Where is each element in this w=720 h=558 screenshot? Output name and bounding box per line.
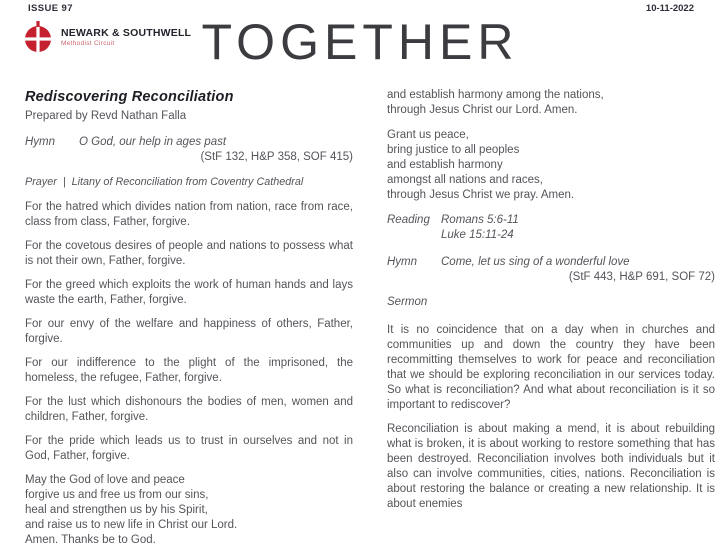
litany-paragraph: For the covetous desires of people and nations to possess what is not their own, Father, forgive.	[25, 240, 353, 267]
article-byline: Prepared by Revd Nathan Falla	[25, 110, 187, 122]
prayer-line: and establish harmony among the nations,	[387, 89, 604, 101]
prayer-line: heal and strengthen us by his Spirit,	[25, 504, 208, 516]
peace-prayer-lines	[387, 128, 715, 203]
hymn-label: Hymn	[25, 136, 56, 148]
hymn-reference: (StF 443, H&P 691, SOF 72)	[568, 271, 715, 283]
hymn-label: Hymn	[387, 256, 418, 268]
prayer-line: Grant us peace,	[387, 129, 469, 141]
prayer-line: May the God of love and peace	[25, 474, 185, 486]
reading-reference: Luke 15:11-24	[441, 229, 514, 241]
hymn-row	[25, 135, 353, 150]
litany-paragraph: For our indifference to the plight of the imprisoned, the homeless, the refugee, Father, forgive.	[25, 357, 353, 384]
prayer-line: bring justice to all peoples	[387, 144, 520, 156]
litany-paragraph: For the greed which exploits the work of human hands and lays waste the earth, Father, forgive.	[25, 279, 353, 306]
hymn-reference: (StF 132, H&P 358, SOF 415)	[200, 151, 353, 163]
prayer-line: through Jesus Christ we pray. Amen.	[387, 189, 575, 201]
litany-paragraph: For the lust which dishonours the bodies of men, women and children, Father, forgive.	[25, 396, 353, 423]
reading-references	[441, 213, 519, 243]
hymn-row	[387, 255, 715, 270]
prayer-title: Litany of Reconciliation from Coventry Cathedral	[71, 176, 304, 188]
litany-paragraph: For the pride which leads us to trust in ourselves and not in God, Father, forgive.	[25, 435, 353, 462]
litany-paragraph: For our envy of the welfare and happiness of others, Father, forgive.	[25, 318, 353, 345]
continued-prayer-lines	[387, 88, 715, 118]
prayer-line: Amen. Thanks be to God.	[25, 534, 156, 546]
org-name: NEWARK & SOUTHWELL	[61, 27, 192, 39]
prayer-line: forgive us and free us from our sins,	[25, 489, 209, 501]
prayer-line: and establish harmony	[387, 159, 503, 171]
issue-number: ISSUE 97	[28, 3, 73, 14]
article-heading: Rediscovering Reconciliation	[25, 89, 234, 105]
prayer-label: Prayer	[25, 176, 57, 188]
hymn-title: O God, our help in ages past	[79, 136, 227, 148]
prayer-line: amongst all nations and races,	[387, 174, 543, 186]
closing-prayer-lines	[25, 473, 353, 548]
right-column	[387, 88, 715, 521]
prayer-line: through Jesus Christ our Lord. Amen.	[387, 104, 578, 116]
masthead-title: TOGETHER	[201, 14, 519, 70]
prayer-line: and raise us to new life in Christ our Lord.	[25, 519, 238, 531]
sermon-paragraph: It is no coincidence that on a day when in churches and communities up and down the country they have been recommitting themselves to work for peace and reconciliation that we should be exploring reconciliation in our services today. So what is reconciliation? And what about reconciliation is it so important to rediscover?	[387, 324, 715, 411]
left-column	[25, 88, 353, 558]
sermon-paragraph: Reconciliation is about making a mend, it is about rebuilding what is broken, it is about working to restore something that has been destroyed. Reconciliation involves both individuals but it also can involve communities, cities, nations. Reconciliation is about restoring the balance or creating a new relationship. It is about enemies	[387, 423, 715, 510]
hymn-title: Come, let us sing of a wonderful love	[441, 256, 630, 268]
reading-reference: Romans 5:6-11	[441, 214, 519, 226]
reading-label: Reading	[387, 214, 430, 226]
org-subtitle: Methodist Circuit	[61, 40, 115, 47]
issue-date: 10-11-2022	[645, 3, 694, 14]
sermon-label: Sermon	[387, 296, 428, 308]
prayer-separator: |	[62, 176, 66, 188]
prayer-row	[25, 175, 353, 190]
reading-row	[387, 213, 715, 243]
litany-paragraph: For the hatred which divides nation from nation, race from race, class from class, Father, forgive.	[25, 201, 353, 228]
